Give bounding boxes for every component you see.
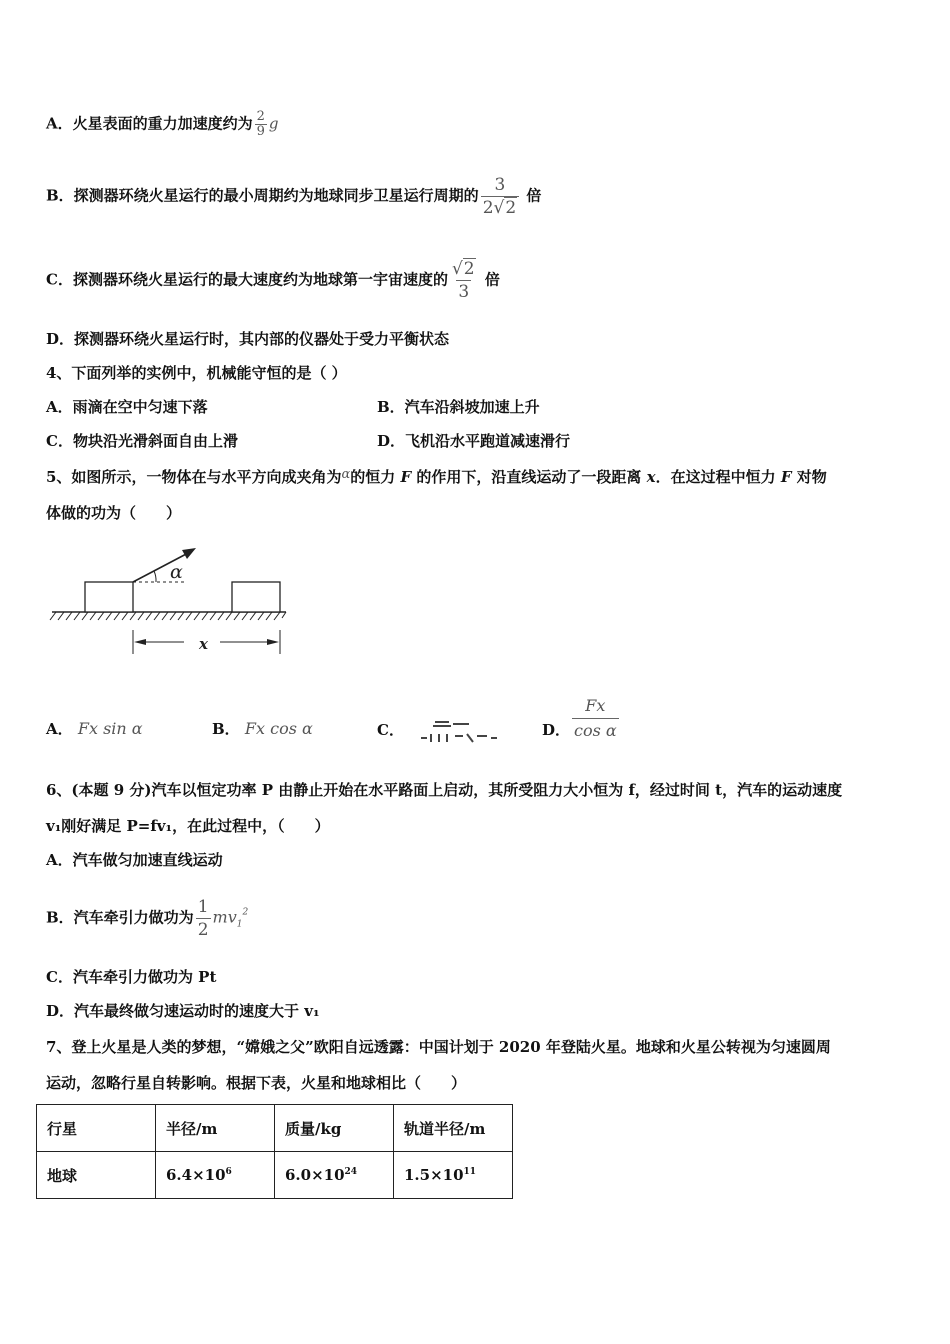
q4-option-b: B．汽车沿斜坡加速上升 [377,398,540,416]
header-mass: 质量/kg [275,1105,394,1152]
dimension-arrow-left [134,639,146,645]
table-header-row [37,1105,513,1152]
garbled-formula-image [409,718,505,744]
q3-option-c: C．探测器环绕火星运行的最大速度约为地球第一宇宙速度的 $\frac{√2}{3}$ 倍 [46,259,500,302]
cell-earth-radius: $6.4\times 10^6$ [156,1152,275,1199]
q3-option-d: D．探测器环绕火星运行时，其内部的仪器处于受力平衡状态 [46,330,450,348]
ground-hatch [50,612,286,620]
force-arrowhead [182,548,196,559]
q5-stem-line1: 5、如图所示，一物体在与水平方向成夹角为α的恒力 F 的作用下，沿直线运动了一段距离 x．在这过程中恒力 F 对物 [46,467,827,486]
header-orbit-radius: 轨道半径/m [394,1105,513,1152]
fraction-fx-over-cos: $\frac{Fx}{\text{cos α}}$ [572,694,619,743]
cell-earth-name: 地球 [37,1152,156,1199]
cell-earth-orbit: $1.5\times 10^{11}$ [394,1152,513,1199]
distance-x-label: x [199,635,208,653]
fraction-3-over-2root2: $\frac{3}{2√2}$ [481,174,520,219]
q6-option-b: B．汽车牵引力做功为 $\frac{1}{2}$ $mv_1^2$ [46,897,249,940]
cell-earth-mass: $6.0\times 10^{24}$ [275,1152,394,1199]
force-diagram [46,540,296,660]
header-radius: 半径/m [156,1105,275,1152]
q6-stem-line1: 6、(本题 9 分)汽车以恒定功率 P 由静止开始在水平路面上启动，其所受阻力大小恒为 f，经过时间 t，汽车的运动速度 [46,781,843,799]
q4-option-c: C．物块沿光滑斜面自由上滑 [46,432,238,450]
q5-option-c: C． [377,718,505,744]
q6-option-c: C．汽车牵引力做功为 Pt [46,968,217,986]
q6-stem-line2: v₁刚好满足 P=fv₁，在此过程中，（ ） [46,817,330,835]
angle-arc [154,571,156,582]
q4-stem: 4、下面列举的实例中，机械能守恒的是（ ） [46,364,347,382]
q6-option-a: A．汽车做匀加速直线运动 [46,851,223,869]
fraction-one-half: $\frac{1}{2}$ [197,897,209,940]
header-planet: 行星 [37,1105,156,1152]
q4-option-d: D．飞机沿水平跑道减速滑行 [377,432,571,450]
q4-option-a: A．雨滴在空中匀速下落 [46,398,208,416]
q7-stem-line1: 7、登上火星是人类的梦想，“嫦娥之父”欧阳自远透露：中国计划于 2020 年登陆火星。地球和火星公转视为匀速圆周 [46,1038,831,1056]
q5-option-a: A． Fx sin α [46,719,143,738]
planet-data-table [36,1104,513,1199]
dimension-arrow-right [267,639,279,645]
fraction-two-ninths: $\frac{2}{9}$ [256,109,265,139]
q5-option-b: B． Fx cos α [212,719,313,738]
q3-option-b: B．探测器环绕火星运行的最小周期约为地球同步卫星运行周期的 $\frac{3}{2√2}$ 倍 [46,175,542,218]
fraction-root2-over-3: $\frac{√2}{3}$ [451,259,475,302]
block-start [85,582,133,612]
table-row-earth [37,1152,513,1199]
q7-stem-line2: 运动，忽略行星自转影响。根据下表，火星和地球相比（ ） [46,1074,467,1092]
angle-alpha-label: α [170,561,183,583]
q5-option-d: D． $\frac{Fx}{\text{cos α}}$ [542,694,621,743]
block-end [232,582,280,612]
q3-option-a: A．火星表面的重力加速度约为 $\frac{2}{9}$ g [46,109,279,139]
q5-stem-line2: 体做的功为（ ） [46,504,182,522]
q6-option-d: D．汽车最终做匀速运动时的速度大于 v₁ [46,1002,320,1020]
